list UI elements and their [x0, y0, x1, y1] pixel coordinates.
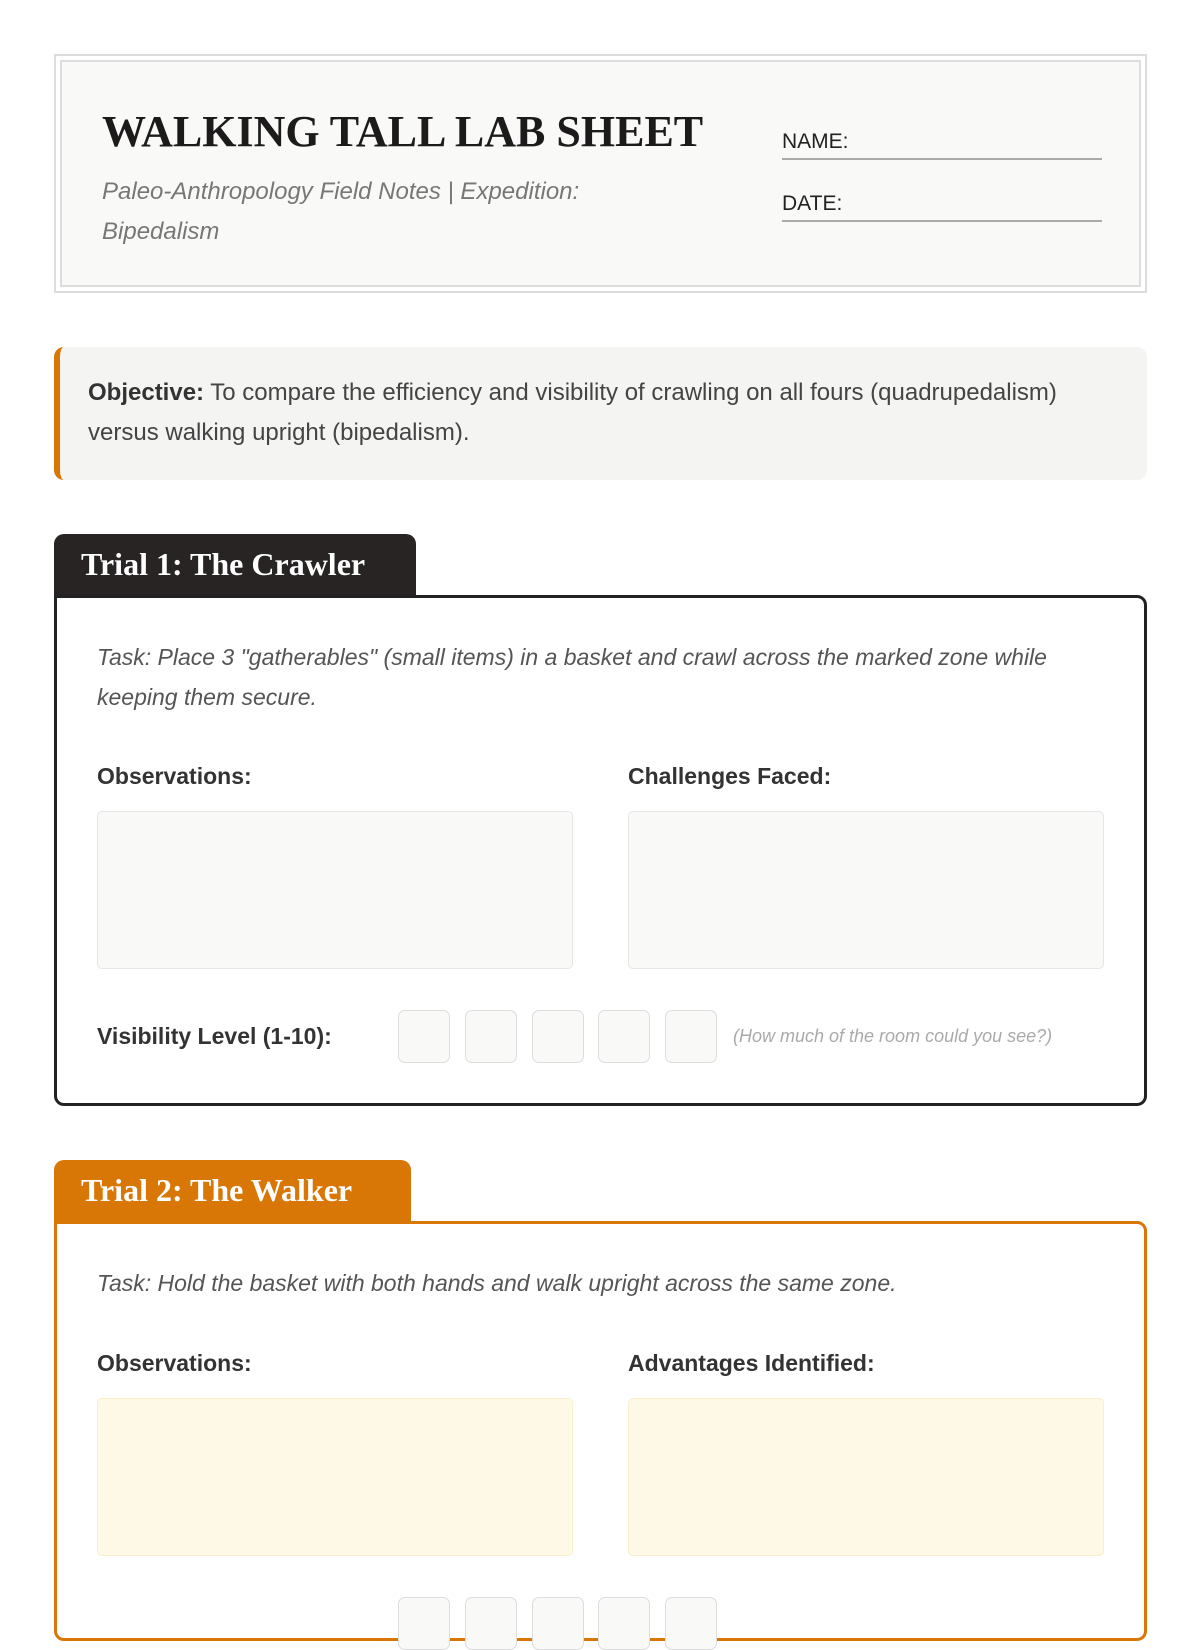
date-field[interactable]	[782, 192, 1102, 222]
visibility-box[interactable]	[532, 1010, 584, 1063]
trial2-tab: Trial 2: The Walker	[54, 1160, 411, 1222]
trial1-tab: Trial 1: The Crawler	[54, 534, 416, 596]
trial2-task: Task: Hold the basket with both hands and walk upright across the same zone.	[97, 1270, 897, 1296]
visibility-box[interactable]	[665, 1010, 717, 1063]
visibility-box[interactable]	[398, 1597, 450, 1650]
visibility-box[interactable]	[598, 1010, 650, 1063]
header-frame	[54, 54, 1147, 293]
page-title: WALKING TALL LAB SHEET	[102, 107, 704, 156]
page-subtitle: Paleo-Anthropology Field Notes | Expedition: Bipedalism	[102, 178, 580, 245]
visibility-box[interactable]	[398, 1010, 450, 1063]
trial1-visibility-label: Visibility Level (1-10):	[97, 1023, 332, 1049]
name-label: NAME:	[782, 130, 849, 153]
trial1-visibility-hint: (How much of the room could you see?)	[733, 1026, 1053, 1046]
trial1-challenges-input[interactable]	[628, 811, 1104, 969]
trial2-advantages-label: Advantages Identified:	[628, 1350, 875, 1376]
trial1-observations-input[interactable]	[97, 811, 573, 969]
visibility-box[interactable]	[598, 1597, 650, 1650]
date-label: DATE:	[782, 192, 843, 215]
visibility-box[interactable]	[532, 1597, 584, 1650]
trial2-advantages-input[interactable]	[628, 1398, 1104, 1556]
trial1-challenges-label: Challenges Faced:	[628, 763, 832, 789]
name-field[interactable]	[782, 130, 1102, 160]
objective-text: To compare the efficiency and visibility of crawling on all fours (quadrupedalism) versus walking upright (bipedalism).	[88, 379, 1057, 446]
visibility-box[interactable]	[465, 1597, 517, 1650]
trial2-observations-input[interactable]	[97, 1398, 573, 1556]
visibility-box[interactable]	[665, 1597, 717, 1650]
objective-callout	[54, 347, 1147, 480]
objective-label: Objective:	[88, 379, 205, 406]
trial1-task: Task: Place 3 "gatherables" (small items) in a basket and crawl across the marked zone while keeping them secure.	[97, 644, 1047, 710]
trial1-observations-label: Observations:	[97, 763, 252, 789]
visibility-box[interactable]	[465, 1010, 517, 1063]
trial2-observations-label: Observations:	[97, 1350, 252, 1376]
